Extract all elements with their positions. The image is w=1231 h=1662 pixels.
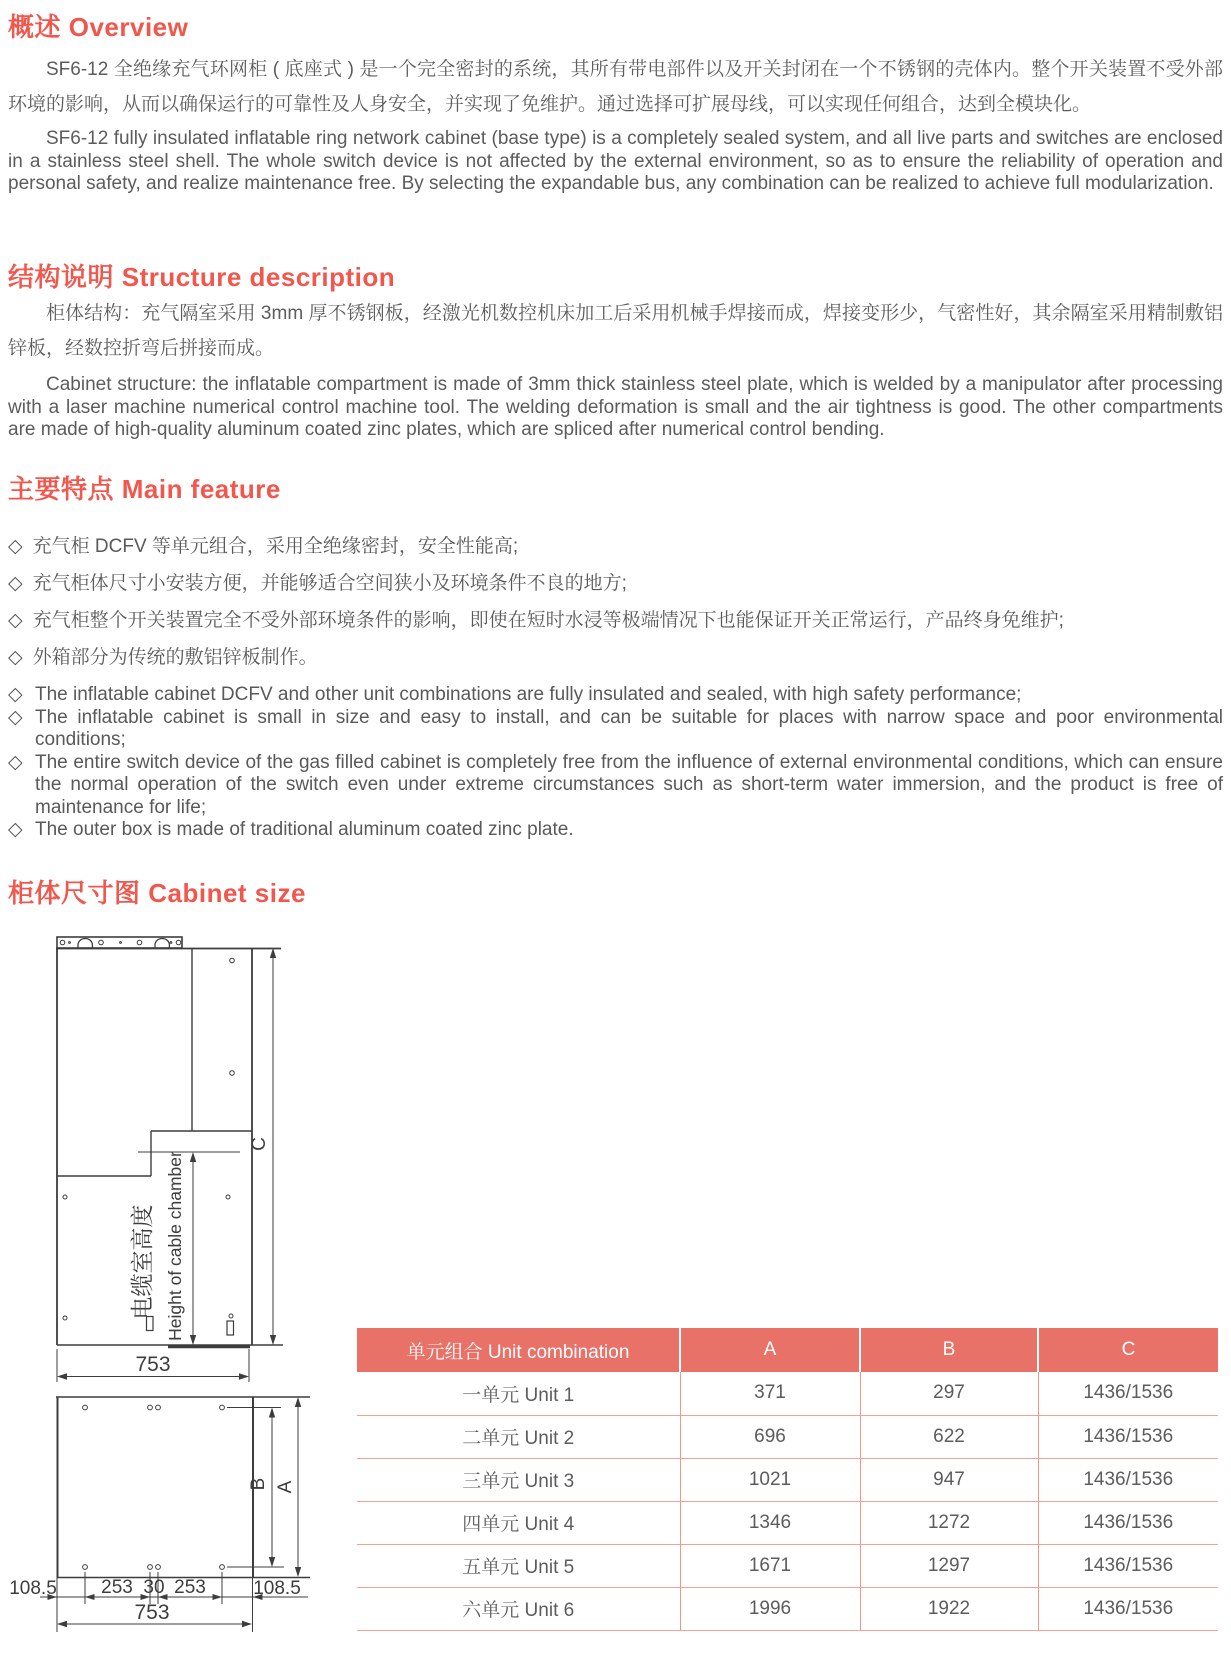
cell-b: 1297 bbox=[860, 1544, 1038, 1587]
structure-paragraph-chinese: 柜体结构：充气隔室采用 3mm 厚不锈钢板，经激光机数控机床加工后采用机械手焊接而成，焊接变形少，气密性好，其余隔室采用精制敷铝锌板，经数控折弯后拼接而成。 bbox=[8, 303, 1223, 359]
feature-text: The outer box is made of traditional aluminum coated zinc plate. bbox=[35, 819, 574, 840]
cell-a: 696 bbox=[680, 1415, 860, 1458]
feature-item bbox=[8, 707, 1223, 752]
feature-item bbox=[8, 639, 1223, 676]
cell-b: 1272 bbox=[860, 1501, 1038, 1544]
column-header-b: B bbox=[860, 1328, 1038, 1372]
dimension-label-b: B bbox=[248, 1477, 269, 1491]
table-row bbox=[357, 1587, 1218, 1630]
diamond-bullet-icon: ◇ bbox=[8, 647, 23, 668]
cell-c: 1436/1536 bbox=[1038, 1587, 1218, 1630]
lifting-lug-icon bbox=[155, 939, 169, 948]
diamond-bullet-icon: ◇ bbox=[8, 706, 23, 728]
dimension-30-center: 30 bbox=[143, 1577, 165, 1598]
feature-item bbox=[8, 752, 1223, 820]
cell-unit: 一单元 Unit 1 bbox=[357, 1372, 680, 1415]
cell-a: 1021 bbox=[680, 1458, 860, 1501]
diamond-bullet-icon: ◇ bbox=[8, 573, 23, 594]
overview-paragraph-english: SF6-12 fully insulated inflatable ring network cabinet (base type) is a completely sealed system, and all live parts and switches are enclosed in a stainless steel shell. The whole switch device is not affected by the external environment, so as to ensure the reliability of operation and personal safety, and realize maintenance free. By selecting the expandable bus, any combination can be realized to achieve full modularization. bbox=[8, 128, 1223, 194]
cable-chamber-height-label-cn: 电缆室高度 bbox=[129, 1204, 155, 1320]
dimension-108-5-left: 108.5 bbox=[9, 1578, 57, 1599]
table-row bbox=[357, 1501, 1218, 1544]
cell-unit: 五单元 Unit 5 bbox=[357, 1544, 680, 1587]
structure-heading: 结构说明 Structure description bbox=[8, 262, 396, 292]
table-row bbox=[357, 1544, 1218, 1587]
cell-unit: 四单元 Unit 4 bbox=[357, 1501, 680, 1544]
diamond-bullet-icon: ◇ bbox=[8, 536, 23, 557]
cabinet-dimension-drawing bbox=[0, 928, 340, 1640]
cell-c: 1436/1536 bbox=[1038, 1372, 1218, 1415]
cell-c: 1436/1536 bbox=[1038, 1415, 1218, 1458]
feature-list-chinese bbox=[8, 528, 1223, 676]
diamond-bullet-icon: ◇ bbox=[8, 819, 23, 840]
feature-text: 外箱部分为传统的敷铝锌板制作。 bbox=[32, 647, 318, 668]
feature-item bbox=[8, 684, 1223, 707]
cabinet-size-heading: 柜体尺寸图 Cabinet size bbox=[8, 878, 306, 908]
dimension-253-left: 253 bbox=[101, 1577, 133, 1598]
cell-c: 1436/1536 bbox=[1038, 1501, 1218, 1544]
cell-a: 1346 bbox=[680, 1501, 860, 1544]
feature-item bbox=[8, 819, 1223, 842]
cable-chamber-height-label-en: Height of cable chamber bbox=[165, 1151, 185, 1341]
cell-unit: 六单元 Unit 6 bbox=[357, 1587, 680, 1630]
feature-text: The entire switch device of the gas filled cabinet is completely free from the influence of external environmental conditions, which can ensure the normal operation of the switch even under extreme circumstances such as short-term water immersion, and the product is free of maintenance for life; bbox=[35, 751, 1223, 818]
column-header-c: C bbox=[1038, 1328, 1218, 1372]
feature-list-english bbox=[8, 684, 1223, 842]
lifting-lug-icon bbox=[78, 939, 92, 948]
table-header-row bbox=[357, 1328, 1218, 1372]
cell-a: 1996 bbox=[680, 1587, 860, 1630]
dimension-753-top: 753 bbox=[135, 1353, 171, 1376]
column-header-unit-combination: 单元组合 Unit combination bbox=[357, 1328, 680, 1372]
main-feature-heading: 主要特点 Main feature bbox=[8, 474, 281, 504]
dimension-label-a: A bbox=[275, 1480, 296, 1494]
table-row bbox=[357, 1458, 1218, 1501]
table-row bbox=[357, 1372, 1218, 1415]
diamond-bullet-icon: ◇ bbox=[8, 751, 23, 773]
cell-b: 947 bbox=[860, 1458, 1038, 1501]
column-header-a: A bbox=[680, 1328, 860, 1372]
feature-item bbox=[8, 565, 1223, 602]
cell-b: 622 bbox=[860, 1415, 1038, 1458]
cell-b: 1922 bbox=[860, 1587, 1038, 1630]
cell-c: 1436/1536 bbox=[1038, 1458, 1218, 1501]
structure-paragraph-english: Cabinet structure: the inflatable compartment is made of 3mm thick stainless steel plate, which is welded by a manipulator after processing with a laser machine numerical control machine tool. The welding deformation is small and the air tightness is good. The other compartments are made of high-quality aluminum coated zinc plates, which are spliced after numerical control bending. bbox=[8, 374, 1223, 440]
cell-c: 1436/1536 bbox=[1038, 1544, 1218, 1587]
cell-unit: 二单元 Unit 2 bbox=[357, 1415, 680, 1458]
diamond-bullet-icon: ◇ bbox=[8, 610, 23, 631]
feature-text: 充气柜体尺寸小安装方便，并能够适合空间狭小及环境条件不良的地方; bbox=[32, 573, 627, 594]
diamond-bullet-icon: ◇ bbox=[8, 684, 23, 705]
feature-text: 充气柜 DCFV 等单元组合，采用全绝缘密封，安全性能高; bbox=[32, 536, 519, 557]
dimension-label-c: C bbox=[249, 1137, 270, 1151]
dimension-108-5-right: 108.5 bbox=[253, 1578, 301, 1599]
feature-item bbox=[8, 528, 1223, 565]
dimension-253-right: 253 bbox=[174, 1577, 206, 1598]
feature-item bbox=[8, 602, 1223, 639]
cell-a: 371 bbox=[680, 1372, 860, 1415]
cell-b: 297 bbox=[860, 1372, 1038, 1415]
table-row bbox=[357, 1415, 1218, 1458]
overview-paragraph-chinese: SF6-12 全绝缘充气环网柜 ( 底座式 ) 是一个完全密封的系统，其所有带电部件以及开关封闭在一个不锈钢的壳体内。整个开关装置不受外部环境的影响，从而以确保运行的可靠性及人身安全，并实现了免维护。通过选择可扩展母线，可以实现任何组合，达到全模块化。 bbox=[8, 59, 1223, 115]
feature-text: The inflatable cabinet is small in size and easy to install, and can be suitable for places with narrow space and poor environmental conditions; bbox=[35, 706, 1223, 750]
dimension-753-bottom: 753 bbox=[134, 1601, 170, 1624]
overview-heading: 概述 Overview bbox=[8, 12, 189, 42]
unit-combination-table bbox=[357, 1328, 1218, 1631]
cell-a: 1671 bbox=[680, 1544, 860, 1587]
feature-text: 充气柜整个开关装置完全不受外部环境条件的影响，即使在短时水浸等极端情况下也能保证开关正常运行，产品终身免维护; bbox=[32, 610, 1064, 631]
feature-text: The inflatable cabinet DCFV and other unit combinations are fully insulated and sealed, with high safety performance; bbox=[35, 684, 1022, 705]
cell-unit: 三单元 Unit 3 bbox=[357, 1458, 680, 1501]
